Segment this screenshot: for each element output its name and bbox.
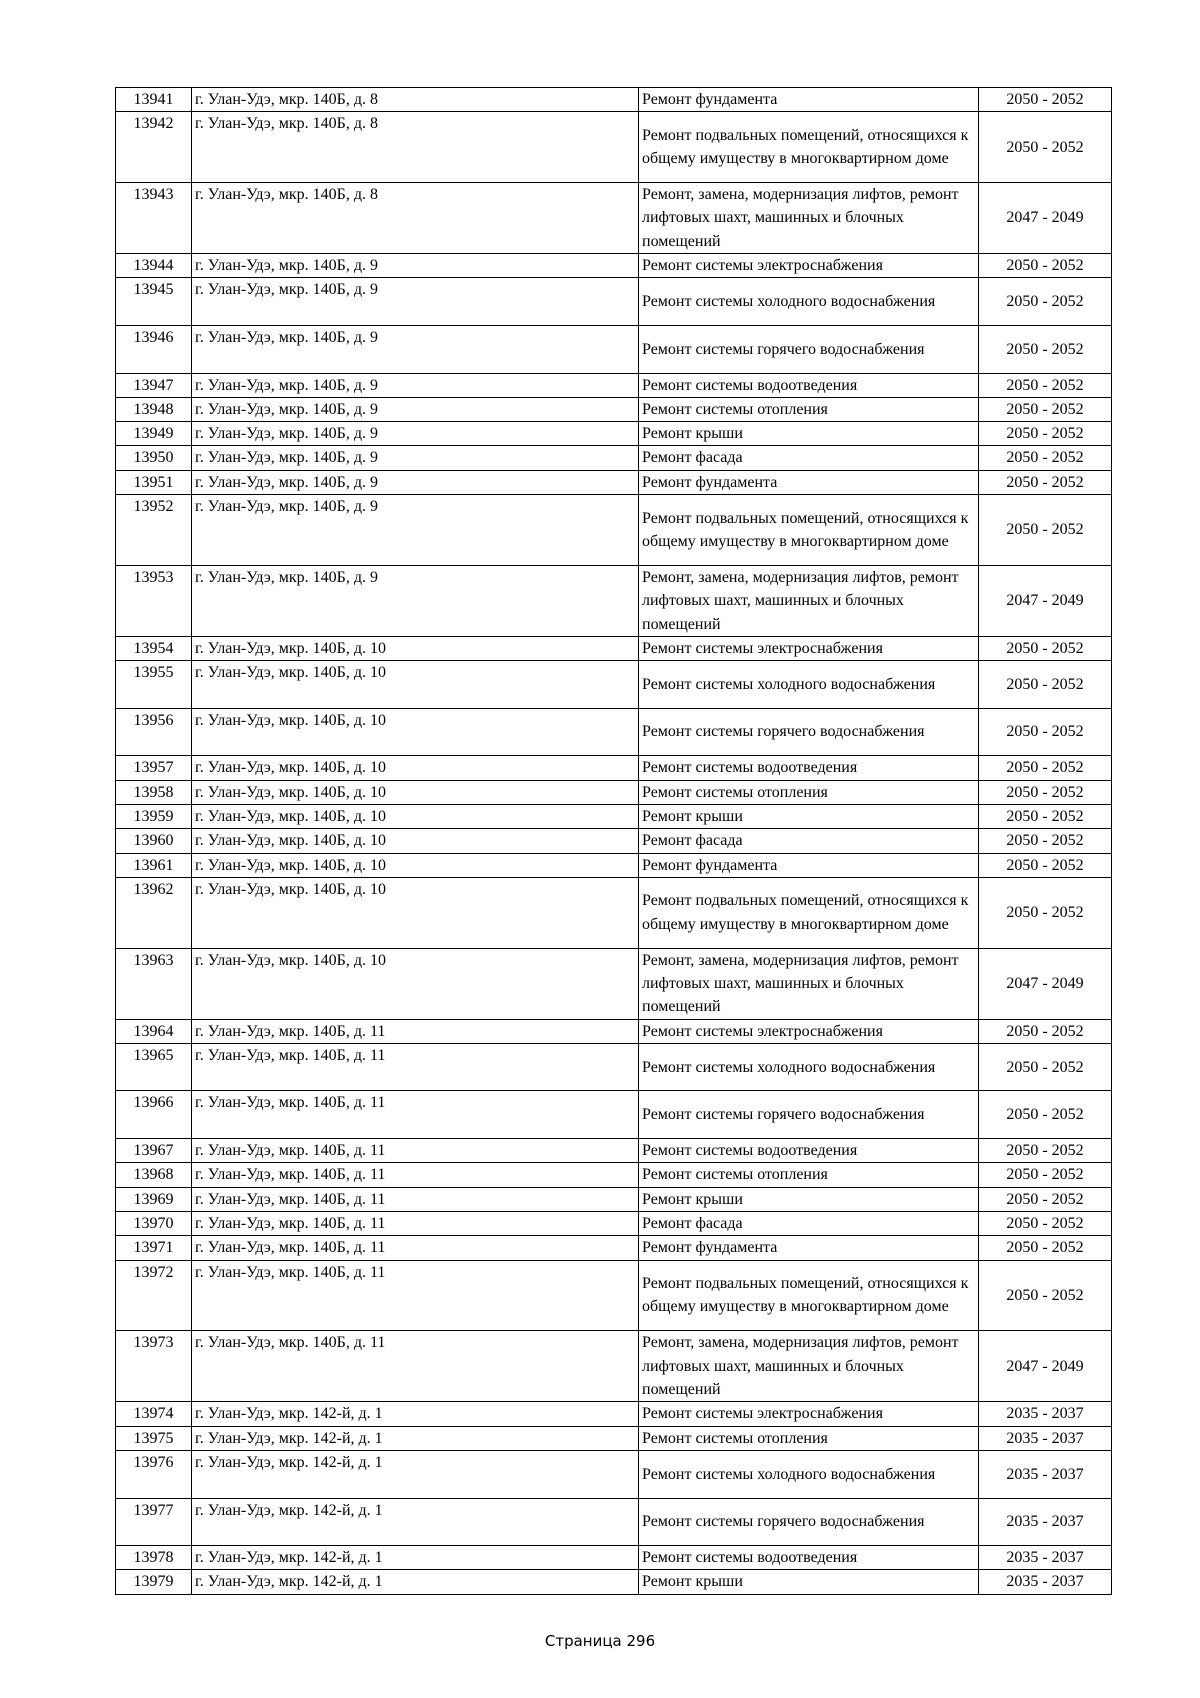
work-type-cell: Ремонт системы электроснабжения [639, 636, 979, 660]
table-row [116, 1236, 1112, 1260]
period-cell: 2050 - 2052 [979, 254, 1112, 278]
table-row [116, 1570, 1112, 1594]
address-cell: г. Улан-Удэ, мкр. 140Б, д. 9 [192, 278, 639, 326]
table-row [116, 804, 1112, 828]
row-number-cell: 13944 [116, 254, 192, 278]
period-cell: 2050 - 2052 [979, 278, 1112, 326]
period-cell: 2050 - 2052 [979, 1163, 1112, 1187]
work-type-cell: Ремонт фундамента [639, 853, 979, 877]
address-cell: г. Улан-Удэ, мкр. 140Б, д. 9 [192, 495, 639, 566]
address-cell: г. Улан-Удэ, мкр. 140Б, д. 11 [192, 1236, 639, 1260]
address-cell: г. Улан-Удэ, мкр. 140Б, д. 10 [192, 636, 639, 660]
address-cell: г. Улан-Удэ, мкр. 140Б, д. 9 [192, 397, 639, 421]
table-row [116, 756, 1112, 780]
address-cell: г. Улан-Удэ, мкр. 140Б, д. 9 [192, 565, 639, 636]
period-cell: 2050 - 2052 [979, 1091, 1112, 1139]
period-cell: 2050 - 2052 [979, 829, 1112, 853]
work-type-cell: Ремонт фундамента [639, 88, 979, 112]
table-row [116, 1450, 1112, 1498]
table-row [116, 1163, 1112, 1187]
row-number-cell: 13949 [116, 422, 192, 446]
table-row [116, 1546, 1112, 1570]
table-row [116, 780, 1112, 804]
period-cell: 2050 - 2052 [979, 1019, 1112, 1043]
work-type-cell: Ремонт подвальных помещений, относящихся к общему имуществу в многоквартирном доме [639, 877, 979, 948]
work-type-cell: Ремонт системы холодного водоснабжения [639, 278, 979, 326]
row-number-cell: 13967 [116, 1139, 192, 1163]
row-number-cell: 13965 [116, 1043, 192, 1091]
table-row [116, 254, 1112, 278]
work-type-cell: Ремонт, замена, модернизация лифтов, ремонт лифтовых шахт, машинных и блочных помещений [639, 1331, 979, 1402]
row-number-cell: 13950 [116, 446, 192, 470]
address-cell: г. Улан-Удэ, мкр. 142-й, д. 1 [192, 1570, 639, 1594]
work-type-cell: Ремонт системы водоотведения [639, 756, 979, 780]
address-cell: г. Улан-Удэ, мкр. 140Б, д. 9 [192, 373, 639, 397]
table-row [116, 1498, 1112, 1546]
address-cell: г. Улан-Удэ, мкр. 140Б, д. 11 [192, 1260, 639, 1331]
period-cell: 2047 - 2049 [979, 183, 1112, 254]
work-type-cell: Ремонт системы горячего водоснабжения [639, 325, 979, 373]
period-cell: 2050 - 2052 [979, 1043, 1112, 1091]
work-type-cell: Ремонт системы холодного водоснабжения [639, 661, 979, 709]
address-cell: г. Улан-Удэ, мкр. 140Б, д. 8 [192, 88, 639, 112]
table-row [116, 422, 1112, 446]
row-number-cell: 13972 [116, 1260, 192, 1331]
period-cell: 2050 - 2052 [979, 1139, 1112, 1163]
work-type-cell: Ремонт системы горячего водоснабжения [639, 708, 979, 756]
table-row [116, 1139, 1112, 1163]
table-row [116, 853, 1112, 877]
address-cell: г. Улан-Удэ, мкр. 140Б, д. 10 [192, 948, 639, 1019]
period-cell: 2050 - 2052 [979, 325, 1112, 373]
period-cell: 2047 - 2049 [979, 948, 1112, 1019]
address-cell: г. Улан-Удэ, мкр. 140Б, д. 11 [192, 1331, 639, 1402]
work-type-cell: Ремонт фундамента [639, 470, 979, 494]
period-cell: 2050 - 2052 [979, 877, 1112, 948]
address-cell: г. Улан-Удэ, мкр. 142-й, д. 1 [192, 1426, 639, 1450]
period-cell: 2047 - 2049 [979, 1331, 1112, 1402]
work-type-cell: Ремонт системы холодного водоснабжения [639, 1043, 979, 1091]
address-cell: г. Улан-Удэ, мкр. 140Б, д. 9 [192, 325, 639, 373]
address-cell: г. Улан-Удэ, мкр. 140Б, д. 10 [192, 877, 639, 948]
work-type-cell: Ремонт, замена, модернизация лифтов, ремонт лифтовых шахт, машинных и блочных помещений [639, 948, 979, 1019]
period-cell: 2050 - 2052 [979, 1187, 1112, 1211]
period-cell: 2050 - 2052 [979, 853, 1112, 877]
work-type-cell: Ремонт фасада [639, 446, 979, 470]
period-cell: 2050 - 2052 [979, 422, 1112, 446]
row-number-cell: 13977 [116, 1498, 192, 1546]
period-cell: 2050 - 2052 [979, 708, 1112, 756]
row-number-cell: 13961 [116, 853, 192, 877]
row-number-cell: 13946 [116, 325, 192, 373]
table-row [116, 88, 1112, 112]
address-cell: г. Улан-Удэ, мкр. 140Б, д. 10 [192, 804, 639, 828]
period-cell: 2050 - 2052 [979, 804, 1112, 828]
row-number-cell: 13941 [116, 88, 192, 112]
table-row [116, 278, 1112, 326]
table-row [116, 1331, 1112, 1402]
address-cell: г. Улан-Удэ, мкр. 140Б, д. 10 [192, 756, 639, 780]
work-type-cell: Ремонт системы водоотведения [639, 1546, 979, 1570]
work-type-cell: Ремонт системы электроснабжения [639, 1019, 979, 1043]
row-number-cell: 13942 [116, 112, 192, 183]
period-cell: 2047 - 2049 [979, 565, 1112, 636]
table-row [116, 565, 1112, 636]
work-type-cell: Ремонт крыши [639, 1187, 979, 1211]
period-cell: 2035 - 2037 [979, 1426, 1112, 1450]
row-number-cell: 13955 [116, 661, 192, 709]
period-cell: 2050 - 2052 [979, 636, 1112, 660]
work-type-cell: Ремонт системы водоотведения [639, 373, 979, 397]
row-number-cell: 13968 [116, 1163, 192, 1187]
work-type-cell: Ремонт системы электроснабжения [639, 1402, 979, 1426]
address-cell: г. Улан-Удэ, мкр. 140Б, д. 9 [192, 422, 639, 446]
period-cell: 2035 - 2037 [979, 1450, 1112, 1498]
work-type-cell: Ремонт подвальных помещений, относящихся к общему имуществу в многоквартирном доме [639, 495, 979, 566]
address-cell: г. Улан-Удэ, мкр. 142-й, д. 1 [192, 1546, 639, 1570]
address-cell: г. Улан-Удэ, мкр. 140Б, д. 11 [192, 1187, 639, 1211]
table-row [116, 373, 1112, 397]
row-number-cell: 13957 [116, 756, 192, 780]
row-number-cell: 13974 [116, 1402, 192, 1426]
row-number-cell: 13978 [116, 1546, 192, 1570]
table-row [116, 470, 1112, 494]
table-row [116, 1260, 1112, 1331]
table-row [116, 112, 1112, 183]
row-number-cell: 13962 [116, 877, 192, 948]
row-number-cell: 13948 [116, 397, 192, 421]
row-number-cell: 13952 [116, 495, 192, 566]
period-cell: 2035 - 2037 [979, 1498, 1112, 1546]
work-type-cell: Ремонт системы водоотведения [639, 1139, 979, 1163]
period-cell: 2050 - 2052 [979, 780, 1112, 804]
row-number-cell: 13975 [116, 1426, 192, 1450]
table-row [116, 948, 1112, 1019]
row-number-cell: 13966 [116, 1091, 192, 1139]
work-type-cell: Ремонт системы холодного водоснабжения [639, 1450, 979, 1498]
address-cell: г. Улан-Удэ, мкр. 140Б, д. 11 [192, 1139, 639, 1163]
row-number-cell: 13973 [116, 1331, 192, 1402]
table-row [116, 1211, 1112, 1235]
period-cell: 2050 - 2052 [979, 446, 1112, 470]
table-row [116, 1019, 1112, 1043]
row-number-cell: 13953 [116, 565, 192, 636]
table-row [116, 495, 1112, 566]
work-type-cell: Ремонт системы электроснабжения [639, 254, 979, 278]
work-type-cell: Ремонт системы отопления [639, 1163, 979, 1187]
work-type-cell: Ремонт, замена, модернизация лифтов, ремонт лифтовых шахт, машинных и блочных помещений [639, 183, 979, 254]
address-cell: г. Улан-Удэ, мкр. 140Б, д. 10 [192, 661, 639, 709]
row-number-cell: 13951 [116, 470, 192, 494]
period-cell: 2035 - 2037 [979, 1570, 1112, 1594]
row-number-cell: 13956 [116, 708, 192, 756]
period-cell: 2050 - 2052 [979, 495, 1112, 566]
period-cell: 2050 - 2052 [979, 1236, 1112, 1260]
table-row [116, 1402, 1112, 1426]
address-cell: г. Улан-Удэ, мкр. 140Б, д. 10 [192, 780, 639, 804]
address-cell: г. Улан-Удэ, мкр. 140Б, д. 11 [192, 1019, 639, 1043]
work-type-cell: Ремонт системы отопления [639, 780, 979, 804]
table-row [116, 636, 1112, 660]
address-cell: г. Улан-Удэ, мкр. 140Б, д. 9 [192, 470, 639, 494]
row-number-cell: 13960 [116, 829, 192, 853]
address-cell: г. Улан-Удэ, мкр. 142-й, д. 1 [192, 1450, 639, 1498]
row-number-cell: 13963 [116, 948, 192, 1019]
period-cell: 2050 - 2052 [979, 112, 1112, 183]
row-number-cell: 13971 [116, 1236, 192, 1260]
address-cell: г. Улан-Удэ, мкр. 140Б, д. 9 [192, 446, 639, 470]
work-type-cell: Ремонт крыши [639, 1570, 979, 1594]
address-cell: г. Улан-Удэ, мкр. 140Б, д. 10 [192, 853, 639, 877]
work-type-cell: Ремонт системы отопления [639, 1426, 979, 1450]
page-number: Страница 296 [544, 1632, 656, 1650]
period-cell: 2035 - 2037 [979, 1402, 1112, 1426]
address-cell: г. Улан-Удэ, мкр. 140Б, д. 9 [192, 254, 639, 278]
period-cell: 2050 - 2052 [979, 661, 1112, 709]
row-number-cell: 13964 [116, 1019, 192, 1043]
address-cell: г. Улан-Удэ, мкр. 140Б, д. 11 [192, 1211, 639, 1235]
table-row [116, 661, 1112, 709]
table-row [116, 829, 1112, 853]
address-cell: г. Улан-Удэ, мкр. 140Б, д. 8 [192, 183, 639, 254]
period-cell: 2035 - 2037 [979, 1546, 1112, 1570]
work-type-cell: Ремонт фасада [639, 1211, 979, 1235]
period-cell: 2050 - 2052 [979, 1211, 1112, 1235]
row-number-cell: 13969 [116, 1187, 192, 1211]
period-cell: 2050 - 2052 [979, 397, 1112, 421]
row-number-cell: 13976 [116, 1450, 192, 1498]
work-type-cell: Ремонт фундамента [639, 1236, 979, 1260]
table-row [116, 1426, 1112, 1450]
row-number-cell: 13945 [116, 278, 192, 326]
row-number-cell: 13958 [116, 780, 192, 804]
work-type-cell: Ремонт системы горячего водоснабжения [639, 1091, 979, 1139]
address-cell: г. Улан-Удэ, мкр. 140Б, д. 11 [192, 1043, 639, 1091]
table-row [116, 325, 1112, 373]
address-cell: г. Улан-Удэ, мкр. 140Б, д. 10 [192, 829, 639, 853]
period-cell: 2050 - 2052 [979, 88, 1112, 112]
work-type-cell: Ремонт, замена, модернизация лифтов, ремонт лифтовых шахт, машинных и блочных помещений [639, 565, 979, 636]
work-type-cell: Ремонт крыши [639, 804, 979, 828]
table-row [116, 1091, 1112, 1139]
address-cell: г. Улан-Удэ, мкр. 140Б, д. 11 [192, 1091, 639, 1139]
period-cell: 2050 - 2052 [979, 470, 1112, 494]
address-cell: г. Улан-Удэ, мкр. 140Б, д. 10 [192, 708, 639, 756]
works-table [115, 87, 1112, 1595]
period-cell: 2050 - 2052 [979, 373, 1112, 397]
work-type-cell: Ремонт системы горячего водоснабжения [639, 1498, 979, 1546]
work-type-cell: Ремонт подвальных помещений, относящихся к общему имуществу в многоквартирном доме [639, 1260, 979, 1331]
address-cell: г. Улан-Удэ, мкр. 140Б, д. 8 [192, 112, 639, 183]
table-row [116, 397, 1112, 421]
work-type-cell: Ремонт системы отопления [639, 397, 979, 421]
address-cell: г. Улан-Удэ, мкр. 142-й, д. 1 [192, 1402, 639, 1426]
address-cell: г. Улан-Удэ, мкр. 142-й, д. 1 [192, 1498, 639, 1546]
table-row [116, 708, 1112, 756]
table-row [116, 1187, 1112, 1211]
table-row [116, 183, 1112, 254]
address-cell: г. Улан-Удэ, мкр. 140Б, д. 11 [192, 1163, 639, 1187]
row-number-cell: 13979 [116, 1570, 192, 1594]
row-number-cell: 13943 [116, 183, 192, 254]
table-row [116, 877, 1112, 948]
row-number-cell: 13970 [116, 1211, 192, 1235]
row-number-cell: 13947 [116, 373, 192, 397]
row-number-cell: 13954 [116, 636, 192, 660]
period-cell: 2050 - 2052 [979, 1260, 1112, 1331]
table-row [116, 1043, 1112, 1091]
period-cell: 2050 - 2052 [979, 756, 1112, 780]
work-type-cell: Ремонт крыши [639, 422, 979, 446]
table-row [116, 446, 1112, 470]
row-number-cell: 13959 [116, 804, 192, 828]
work-type-cell: Ремонт фасада [639, 829, 979, 853]
work-type-cell: Ремонт подвальных помещений, относящихся к общему имуществу в многоквартирном доме [639, 112, 979, 183]
